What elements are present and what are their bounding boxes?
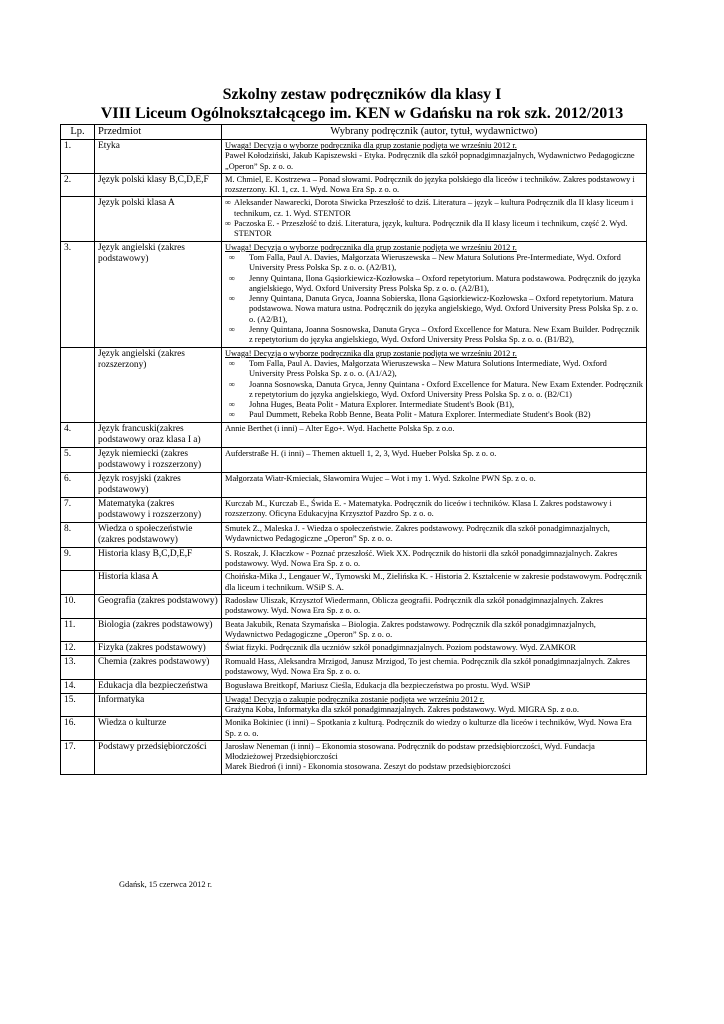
list-item: ∞ Tom Falla, Paul A. Davies, Małgorzata Wieruszewska – New Matura Solutions Intermediate, Wyd. Oxford University Press Polska Sp. z o. o. (A1/A2), (225, 359, 644, 380)
subject-name: Etyka (95, 140, 222, 174)
textbook-text: Choińska-Mika J., Lengauer W., Tymowski M., Zielińska K. - Historia 2. Kształcenie w zakresie podstawowym. Podręcznik dla liceum i technikum. WSiP S. A. (222, 571, 647, 595)
subject-name: Język francuski(zakres podstawowy oraz klasa I a) (95, 422, 222, 447)
textbook-cell (222, 740, 647, 774)
table-row (61, 472, 647, 497)
textbook-text: Grażyna Koba, Informatyka dla szkół ponadgimnazjalnych. Zakres podstawowy. Wyd. MIGRA Sp. z o.o. (225, 704, 579, 714)
table-row (61, 717, 647, 741)
bullet-icon: ∞ (225, 219, 231, 229)
row-number: 1. (61, 140, 95, 174)
row-number: 16. (61, 717, 95, 741)
row-number: 6. (61, 472, 95, 497)
subject-name: Język rosyjski (zakres podstawowy) (95, 472, 222, 497)
table-row (61, 594, 647, 618)
table-header-row (61, 125, 647, 140)
subject-name: Historia klasa A (95, 571, 222, 595)
list-item: ∞ Johna Huges, Beata Polit - Matura Explorer. Intermediate Student's Book (B1), (225, 400, 644, 410)
subject-name: Historia klasy B,C,D,E,F (95, 547, 222, 571)
note-text: Uwaga! Decyzja o wyborze podręcznika dla grup zostanie podjęta we wrześniu 2012 r. (225, 141, 517, 150)
row-number: 4. (61, 422, 95, 447)
subject-name: Podstawy przedsiębiorczości (95, 740, 222, 774)
textbook-text: Smutek Z., Maleska J. - Wiedza o społeczeństwie. Zakres podstawowy. Podręcznik dla szkół ponadgimnazjalnych, Wydawnictwo Pedagogiczne „Operon” Sp. z o. o. (222, 522, 647, 547)
row-number: 9. (61, 547, 95, 571)
subject-name: Język niemiecki (zakres podstawowy i rozszerzony) (95, 447, 222, 472)
row-number: 8. (61, 522, 95, 547)
document-title-line2: VIII Liceum Ogólnokształcącego im. KEN w Gdańsku na rok szk. 2012/2013 (100, 105, 624, 122)
subject-name: Chemia (zakres podstawowy) (95, 656, 222, 680)
table-row (61, 173, 647, 197)
subject-name: Informatyka (95, 693, 222, 717)
row-number: 3. (61, 241, 95, 347)
subject-name: Wiedza o kulturze (95, 717, 222, 741)
table-row (61, 656, 647, 680)
subject-name: Język angielski (zakres podstawowy) (95, 241, 222, 347)
table-row (61, 197, 647, 241)
subject-name: Język angielski (zakres rozszerzony) (95, 347, 222, 422)
table-row (61, 140, 647, 174)
row-number: 14. (61, 679, 95, 693)
table-row (61, 642, 647, 656)
textbook-text: M. Chmiel, E. Kostrzewa – Ponad słowami. Podręcznik do języka polskiego dla liceów i techników. Zakres podstawowy i rozszerzony. Kl. 1, cz. 1. Wyd. Nowa Era Sp. z o. o. (222, 173, 647, 197)
textbook-text: Kurczab M., Kurczab E., Świda E. - Matematyka. Podręcznik do liceów i techników. Klasa I. Zakres podstawowy i rozszerzony. Oficyna Edukacyjna Krzysztof Pazdro Sp. z o. o. (222, 497, 647, 522)
list-item: ∞ Aleksander Nawarecki, Dorota Siwicka Przeszłość to dziś. Literatura – język – kultura Podręcznik dla II klasy liceum i technikum, cz. 1. Wyd. STENTOR (225, 198, 634, 218)
textbook-text: Beata Jakubik, Renata Szymańska – Biologia. Zakres podstawowy. Podręcznik dla szkół ponadgimnazjalnych, Wydawnictwo Pedagogiczne „Operon” Sp. z o. o. (222, 618, 647, 642)
textbook-cell (222, 693, 647, 717)
bullet-icon: ∞ (229, 294, 235, 304)
bullet-icon: ∞ (229, 252, 235, 262)
subject-name: Język polski klasa A (95, 197, 222, 241)
textbook-text: Annie Berthet (i inni) – Alter Ego+. Wyd. Hachette Polska Sp. z o.o. (222, 422, 647, 447)
header-textbook: Wybrany podręcznik (autor, tytuł, wydawnictwo) (222, 125, 647, 140)
textbook-cell (222, 197, 647, 241)
subject-name: Fizyka (zakres podstawowy) (95, 642, 222, 656)
textbook-text: Świat fizyki. Podręcznik dla uczniów szkół ponadgimnazjalnych. Poziom podstawowy. Wyd. ZAMKOR (222, 642, 647, 656)
bullet-icon: ∞ (229, 325, 235, 335)
list-item: ∞ Jenny Quintana, Danuta Gryca, Joanna Sobierska, Ilona Gąsiorkiewicz-Kozłowska – Oxford repetytorium. Matura podstawowa. Nowa matura ustna. Podręcznik do języka angielskiego, Wyd. Oxford University Press Polska Sp. z o. o. (A2/B1), (225, 294, 644, 325)
bullet-icon: ∞ (229, 379, 235, 389)
table-row (61, 693, 647, 717)
textbook-table (60, 124, 647, 775)
row-number: 7. (61, 497, 95, 522)
table-row (61, 547, 647, 571)
row-number: 10. (61, 594, 95, 618)
list-item: ∞ Joanna Sosnowska, Danuta Gryca, Jenny Quintana - Oxford Excellence for Matura. New Exam Extender. Podręcznik z repetytorium do języka angielskiego, Wyd. Oxford University Press Polska Sp. z o. o. (B2/C1) (225, 380, 644, 401)
textbook-cell (222, 241, 647, 347)
row-number: 2. (61, 173, 95, 197)
row-number: 15. (61, 693, 95, 717)
table-row (61, 422, 647, 447)
list-item: ∞ Jenny Quintana, Ilona Gąsiorkiewicz-Kozłowska – Oxford repetytorium. Matura podstawowa. Podręcznik do języka angielskiego, Wyd. Oxford University Press Polska Sp. z o. o. (A2/B1), (225, 274, 644, 295)
bullet-icon: ∞ (229, 358, 235, 368)
bullet-icon: ∞ (229, 400, 235, 410)
textbook-text: Małgorzata Wiatr-Kmieciak, Sławomira Wujec – Wot i my 1. Wyd. Szkolne PWN Sp. z o. o. (222, 472, 647, 497)
row-number: 5. (61, 447, 95, 472)
row-number: 17. (61, 740, 95, 774)
table-row (61, 497, 647, 522)
textbook-text: Marek Biedroń (i inni) - Ekonomia stosowana. Zeszyt do podstaw przedsiębiorczości (225, 762, 511, 772)
header-subject: Przedmiot (95, 125, 222, 140)
textbook-text: Aufderstraße H. (i inni) – Themen aktuell 1, 2, 3, Wyd. Hueber Polska Sp. z o. o. (222, 447, 647, 472)
textbook-text: Jarosław Neneman (i inni) – Ekonomia stosowana. Podręcznik do podstaw przedsiębiorczości, Wyd. Fundacja Młodzieżowej Przedsiębiorczości (225, 741, 595, 762)
note-text: Uwaga! Decyzja o zakupie podręcznika zostanie podjęta we wrześniu 2012 r. (225, 694, 485, 704)
table-row (61, 347, 647, 422)
table-row (61, 447, 647, 472)
table-row (61, 679, 647, 693)
table-row (61, 618, 647, 642)
list-item: ∞ Paczoska E. - Przeszłość to dziś. Literatura, język, kultura. Podręcznik dla II klasy liceum i technikum, część 2. Wyd. STENTOR (225, 219, 628, 239)
list-item: ∞ Tom Falla, Paul A. Davies, Małgorzata Wieruszewska – New Matura Solutions Pre-Intermediate, Wyd. Oxford University Press Polska Sp. z o. o. (A2/B1), (225, 253, 644, 274)
note-text: Uwaga! Decyzja o wyborze podręcznika dla grup zostanie podjęta we wrześniu 2012 r. (225, 242, 517, 252)
list-item: ∞ Paul Dummett, Rebeka Robb Benne, Beata Polit - Matura Explorer. Intermediate Student's Book (B2) (225, 410, 644, 420)
subject-name: Wiedza o społeczeństwie (zakres podstawowy) (95, 522, 222, 547)
row-number: 11. (61, 618, 95, 642)
textbook-cell (222, 140, 647, 174)
row-number: 12. (61, 642, 95, 656)
header-lp: Lp. (61, 125, 95, 140)
table-row (61, 571, 647, 595)
note-text: Uwaga! Decyzja o wyborze podręcznika dla grup zostanie podjęta we wrześniu 2012 r. (225, 348, 517, 358)
textbook-text: S. Roszak, J. Kłaczkow - Poznać przeszłość. Wiek XX. Podręcznik do historii dla szkół ponadgimnazjalnych. Zakres podstawowy. Wyd. Nowa Era Sp. z o. o. (222, 547, 647, 571)
table-row (61, 241, 647, 347)
row-number: 13. (61, 656, 95, 680)
table-row (61, 522, 647, 547)
subject-name: Edukacja dla bezpieczeństwa (95, 679, 222, 693)
list-item: ∞ Jenny Quintana, Joanna Sosnowska, Danuta Gryca – Oxford Excellence for Matura. New Exam Builder. Podręcznik z repetytorium do języka angielskiego, Wyd. Oxford University Press Polska Sp. z o. o. (B1/B2), (225, 325, 644, 346)
textbook-cell (222, 347, 647, 422)
textbook-text: Romuald Hass, Aleksandra Mrzigod, Janusz Mrzigod, To jest chemia. Podręcznik dla szkół ponadgimnazjalnych. Zakres podstawowy, Wyd. Nowa Era Sp. z o. o. (222, 656, 647, 680)
bullet-icon: ∞ (229, 273, 235, 283)
subject-name: Geografia (zakres podstawowy) (95, 594, 222, 618)
bullet-icon: ∞ (225, 198, 231, 208)
textbook-text: Radosław Uliszak, Krzysztof Wiedermann, Oblicza geografii. Podręcznik dla szkół ponadgimnazjalnych. Zakres podstawowy. Wyd. Nowa Era Sp. z o. o. (222, 594, 647, 618)
document-title-line1: Szkolny zestaw podręczników dla klasy I (222, 86, 502, 103)
textbook-text: Paweł Kołodziński, Jakub Kapiszewski - Etyka. Podręcznik dla szkół popnadgimnazjalnych, Wydawnictwo Pedagogiczne „Operon” Sp. z o. o. (225, 151, 635, 171)
subject-name: Biologia (zakres podstawowy) (95, 618, 222, 642)
footer-date: Gdańsk, 15 czerwca 2012 r. (119, 880, 213, 889)
subject-name: Matematyka (zakres podstawowy i rozszerzony) (95, 497, 222, 522)
bullet-icon: ∞ (229, 410, 235, 420)
subject-name: Język polski klasy B,C,D,E,F (95, 173, 222, 197)
textbook-text: Monika Bokiniec (i inni) – Spotkania z kulturą. Podręcznik do wiedzy o kulturze dla liceów i techników, Wyd. Nowa Era Sp. z o. o. (222, 717, 647, 741)
textbook-text: Bogusława Breitkopf, Mariusz Cieśla, Edukacja dla bezpieczeństwa po prostu. Wyd. WSiP (222, 679, 647, 693)
table-row (61, 740, 647, 774)
